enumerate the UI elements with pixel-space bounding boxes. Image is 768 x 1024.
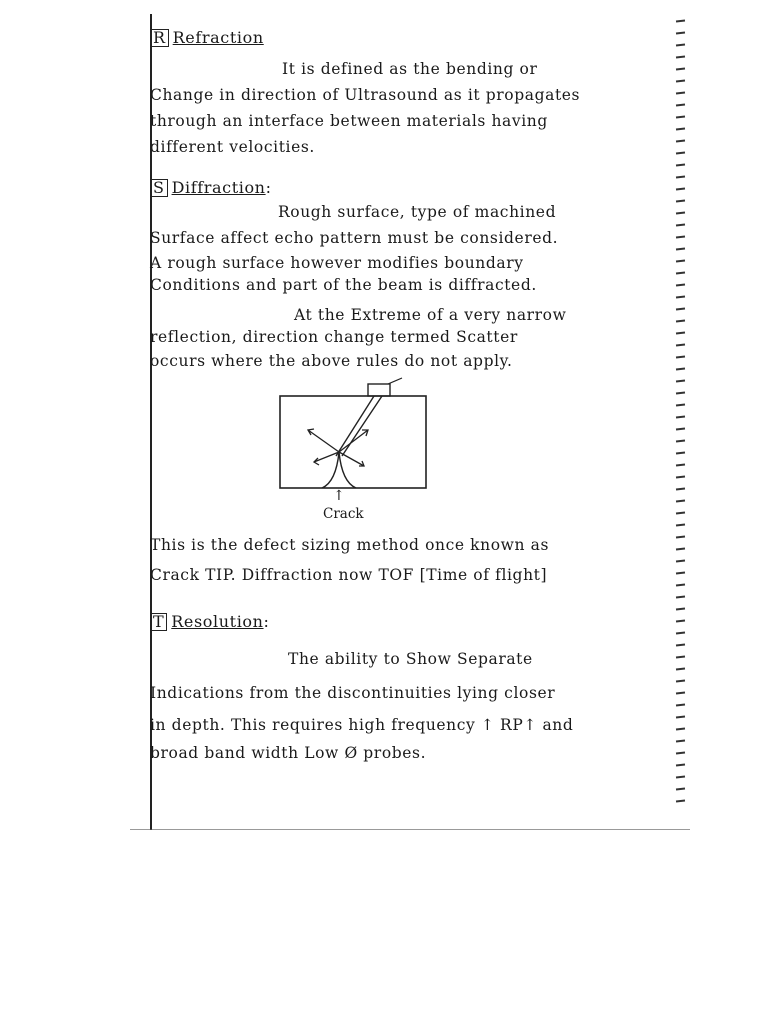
resolution-title: Resolution bbox=[171, 612, 264, 631]
beam-right bbox=[342, 396, 382, 456]
scatter-arrow-4 bbox=[339, 452, 364, 466]
diffraction-line-7: occurs where the above rules do not apply. bbox=[150, 352, 513, 370]
beam-left bbox=[336, 396, 374, 456]
diffraction-line-5: At the Extreme of a very narrow bbox=[294, 306, 567, 324]
diffraction-heading bbox=[150, 178, 272, 197]
margin-line bbox=[150, 14, 152, 830]
crack-pointer-arrow: ↑ bbox=[333, 488, 345, 504]
diffraction-colon: : bbox=[265, 178, 272, 197]
diffraction-after-line-2: Crack TIP. Diffraction now TOF [Time of flight] bbox=[150, 566, 548, 584]
resolution-line-4: broad band width Low Ø probes. bbox=[150, 744, 427, 762]
section-marker-s: S bbox=[150, 179, 168, 197]
crack-label: Crack bbox=[323, 506, 364, 522]
refraction-line-2: Change in direction of Ultrasound as it propagates bbox=[150, 86, 581, 104]
refraction-title: Refraction bbox=[172, 28, 264, 47]
diffraction-line-2: Surface affect echo pattern must be considered. bbox=[150, 229, 559, 247]
diffraction-line-4: Conditions and part of the beam is diffracted. bbox=[150, 276, 537, 294]
diffraction-line-1: Rough surface, type of machined bbox=[278, 203, 557, 221]
resolution-heading bbox=[150, 612, 270, 631]
diffraction-line-6: reflection, direction change termed Scatter bbox=[150, 328, 518, 346]
diffraction-after-line-1: This is the defect sizing method once known as bbox=[150, 536, 550, 554]
perforation-edge bbox=[676, 20, 688, 820]
diffraction-title: Diffraction bbox=[171, 178, 266, 197]
crack-diffraction-diagram bbox=[276, 376, 436, 516]
refraction-line-3: through an interface between materials having bbox=[150, 112, 548, 130]
resolution-line-1: The ability to Show Separate bbox=[288, 650, 533, 668]
diffraction-line-3: A rough surface however modifies boundary bbox=[150, 254, 524, 272]
refraction-line-4: different velocities. bbox=[150, 138, 315, 156]
refraction-heading bbox=[150, 28, 264, 47]
section-marker-t: T bbox=[150, 613, 167, 631]
resolution-line-2: Indications from the discontinuities lying closer bbox=[150, 684, 556, 702]
scatter-arrow-2 bbox=[314, 452, 339, 462]
resolution-colon: : bbox=[263, 612, 270, 631]
probe-cable bbox=[388, 378, 402, 384]
section-marker-r: R bbox=[150, 29, 169, 47]
refraction-line-1: It is defined as the bending or bbox=[282, 60, 538, 78]
probe bbox=[368, 384, 390, 396]
resolution-line-3: in depth. This requires high frequency ↑ RP↑ and bbox=[150, 716, 574, 734]
page-bottom-rule bbox=[130, 829, 690, 830]
scatter-arrow-3 bbox=[339, 430, 368, 452]
scatter-arrow-1 bbox=[308, 430, 339, 452]
